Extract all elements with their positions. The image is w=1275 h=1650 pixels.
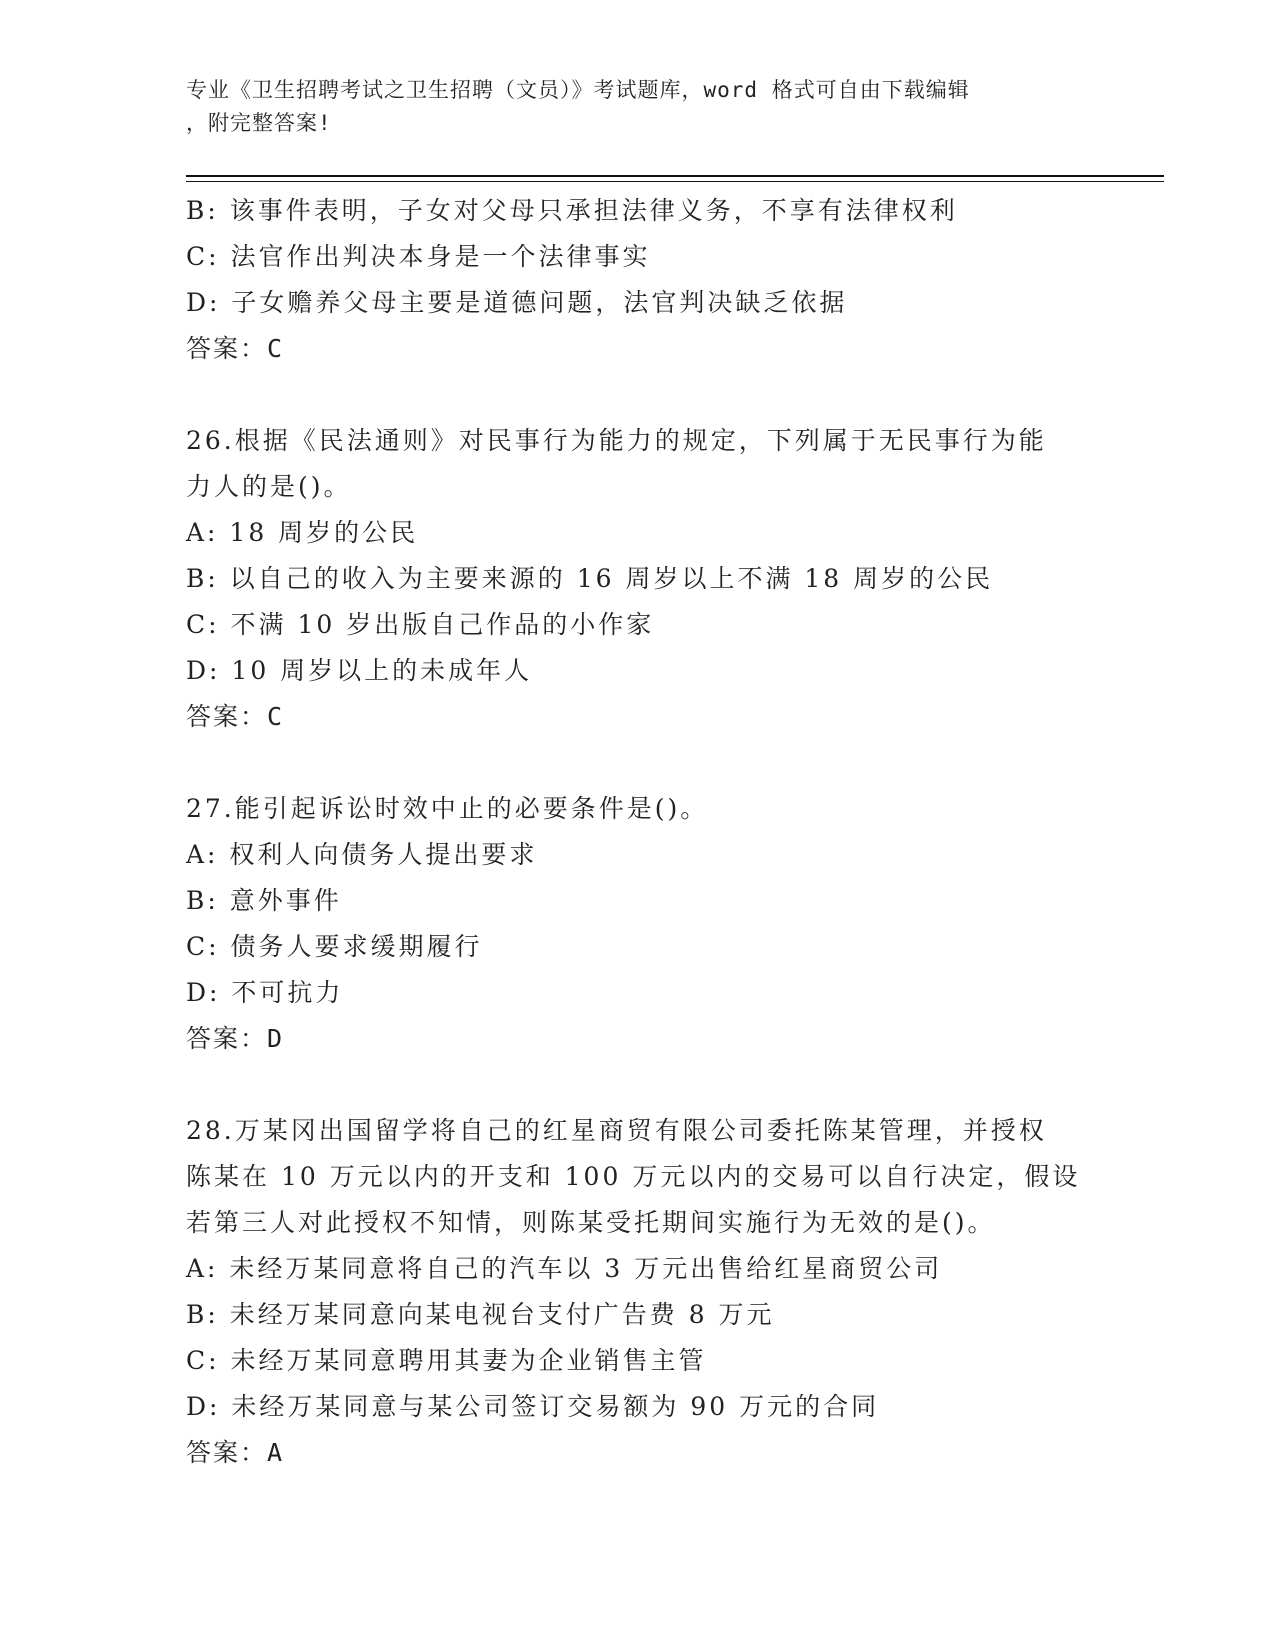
answer-line [186,694,1086,740]
question-stem-line: 若第三人对此授权不知情，则陈某受托期间实施行为无效的是()。 [186,1208,996,1237]
document-header [186,74,1066,140]
question-stem-line: 27.能引起诉讼时效中止的必要条件是()。 [186,794,709,823]
option-b: B: 意外事件 [186,886,342,915]
option-a: A: 权利人向债务人提出要求 [186,840,538,869]
option-b: B: 以自己的收入为主要来源的 16 周岁以上不满 18 周岁的公民 [186,564,994,593]
option-d: D: 子女赡养父母主要是道德问题，法官判决缺乏依据 [186,288,848,317]
question-stem-line: 力人的是()。 [186,472,352,501]
option-b: B: 该事件表明，子女对父母只承担法律义务，不享有法律权利 [186,196,958,225]
question-stem-line: 28.万某冈出国留学将自己的红星商贸有限公司委托陈某管理，并授权 [186,1116,1047,1145]
answer-line [186,1430,1086,1476]
question-28 [186,1108,1086,1476]
option-c: C: 未经万某同意聘用其妻为企业销售主管 [186,1346,707,1375]
answer-label: 答案： [186,702,268,731]
answer-label: 答案： [186,334,268,363]
answer-line [186,1016,1086,1062]
answer-value: D [267,1024,285,1053]
option-d: D: 未经万某同意与某公司签订交易额为 90 万元的合同 [186,1392,880,1421]
header-divider-thin [186,181,1164,182]
option-b: B: 未经万某同意向某电视台支付广告费 8 万元 [186,1300,775,1329]
option-a: A: 18 周岁的公民 [186,518,419,547]
question-27 [186,786,1086,1062]
question-stem-line: 陈某在 10 万元以内的开支和 100 万元以内的交易可以自行决定，假设 [186,1162,1081,1191]
header-divider-thick [186,175,1164,177]
option-c: C: 债务人要求缓期履行 [186,932,483,961]
option-c: C: 法官作出判决本身是一个法律事实 [186,242,651,271]
answer-label: 答案： [186,1024,268,1053]
question-content [186,188,1086,1522]
answer-label: 答案： [186,1438,268,1467]
question-25-continued [186,188,1086,372]
option-a: A: 未经万某同意将自己的汽车以 3 万元出售给红星商贸公司 [186,1254,943,1283]
question-stem-line: 26.根据《民法通则》对民事行为能力的规定，下列属于无民事行为能 [186,426,1047,455]
option-d: D: 10 周岁以上的未成年人 [186,656,533,685]
question-26 [186,418,1086,740]
answer-value: C [267,702,285,731]
answer-line [186,326,1086,372]
option-d: D: 不可抗力 [186,978,344,1007]
header-line-1: 专业《卫生招聘考试之卫生招聘（文员）》考试题库，word 格式可自由下载编辑 [186,78,970,102]
option-c: C: 不满 10 岁出版自己作品的小作家 [186,610,655,639]
answer-value: C [267,334,285,363]
answer-value: A [267,1438,285,1467]
header-line-2: ，附完整答案! [186,111,332,135]
